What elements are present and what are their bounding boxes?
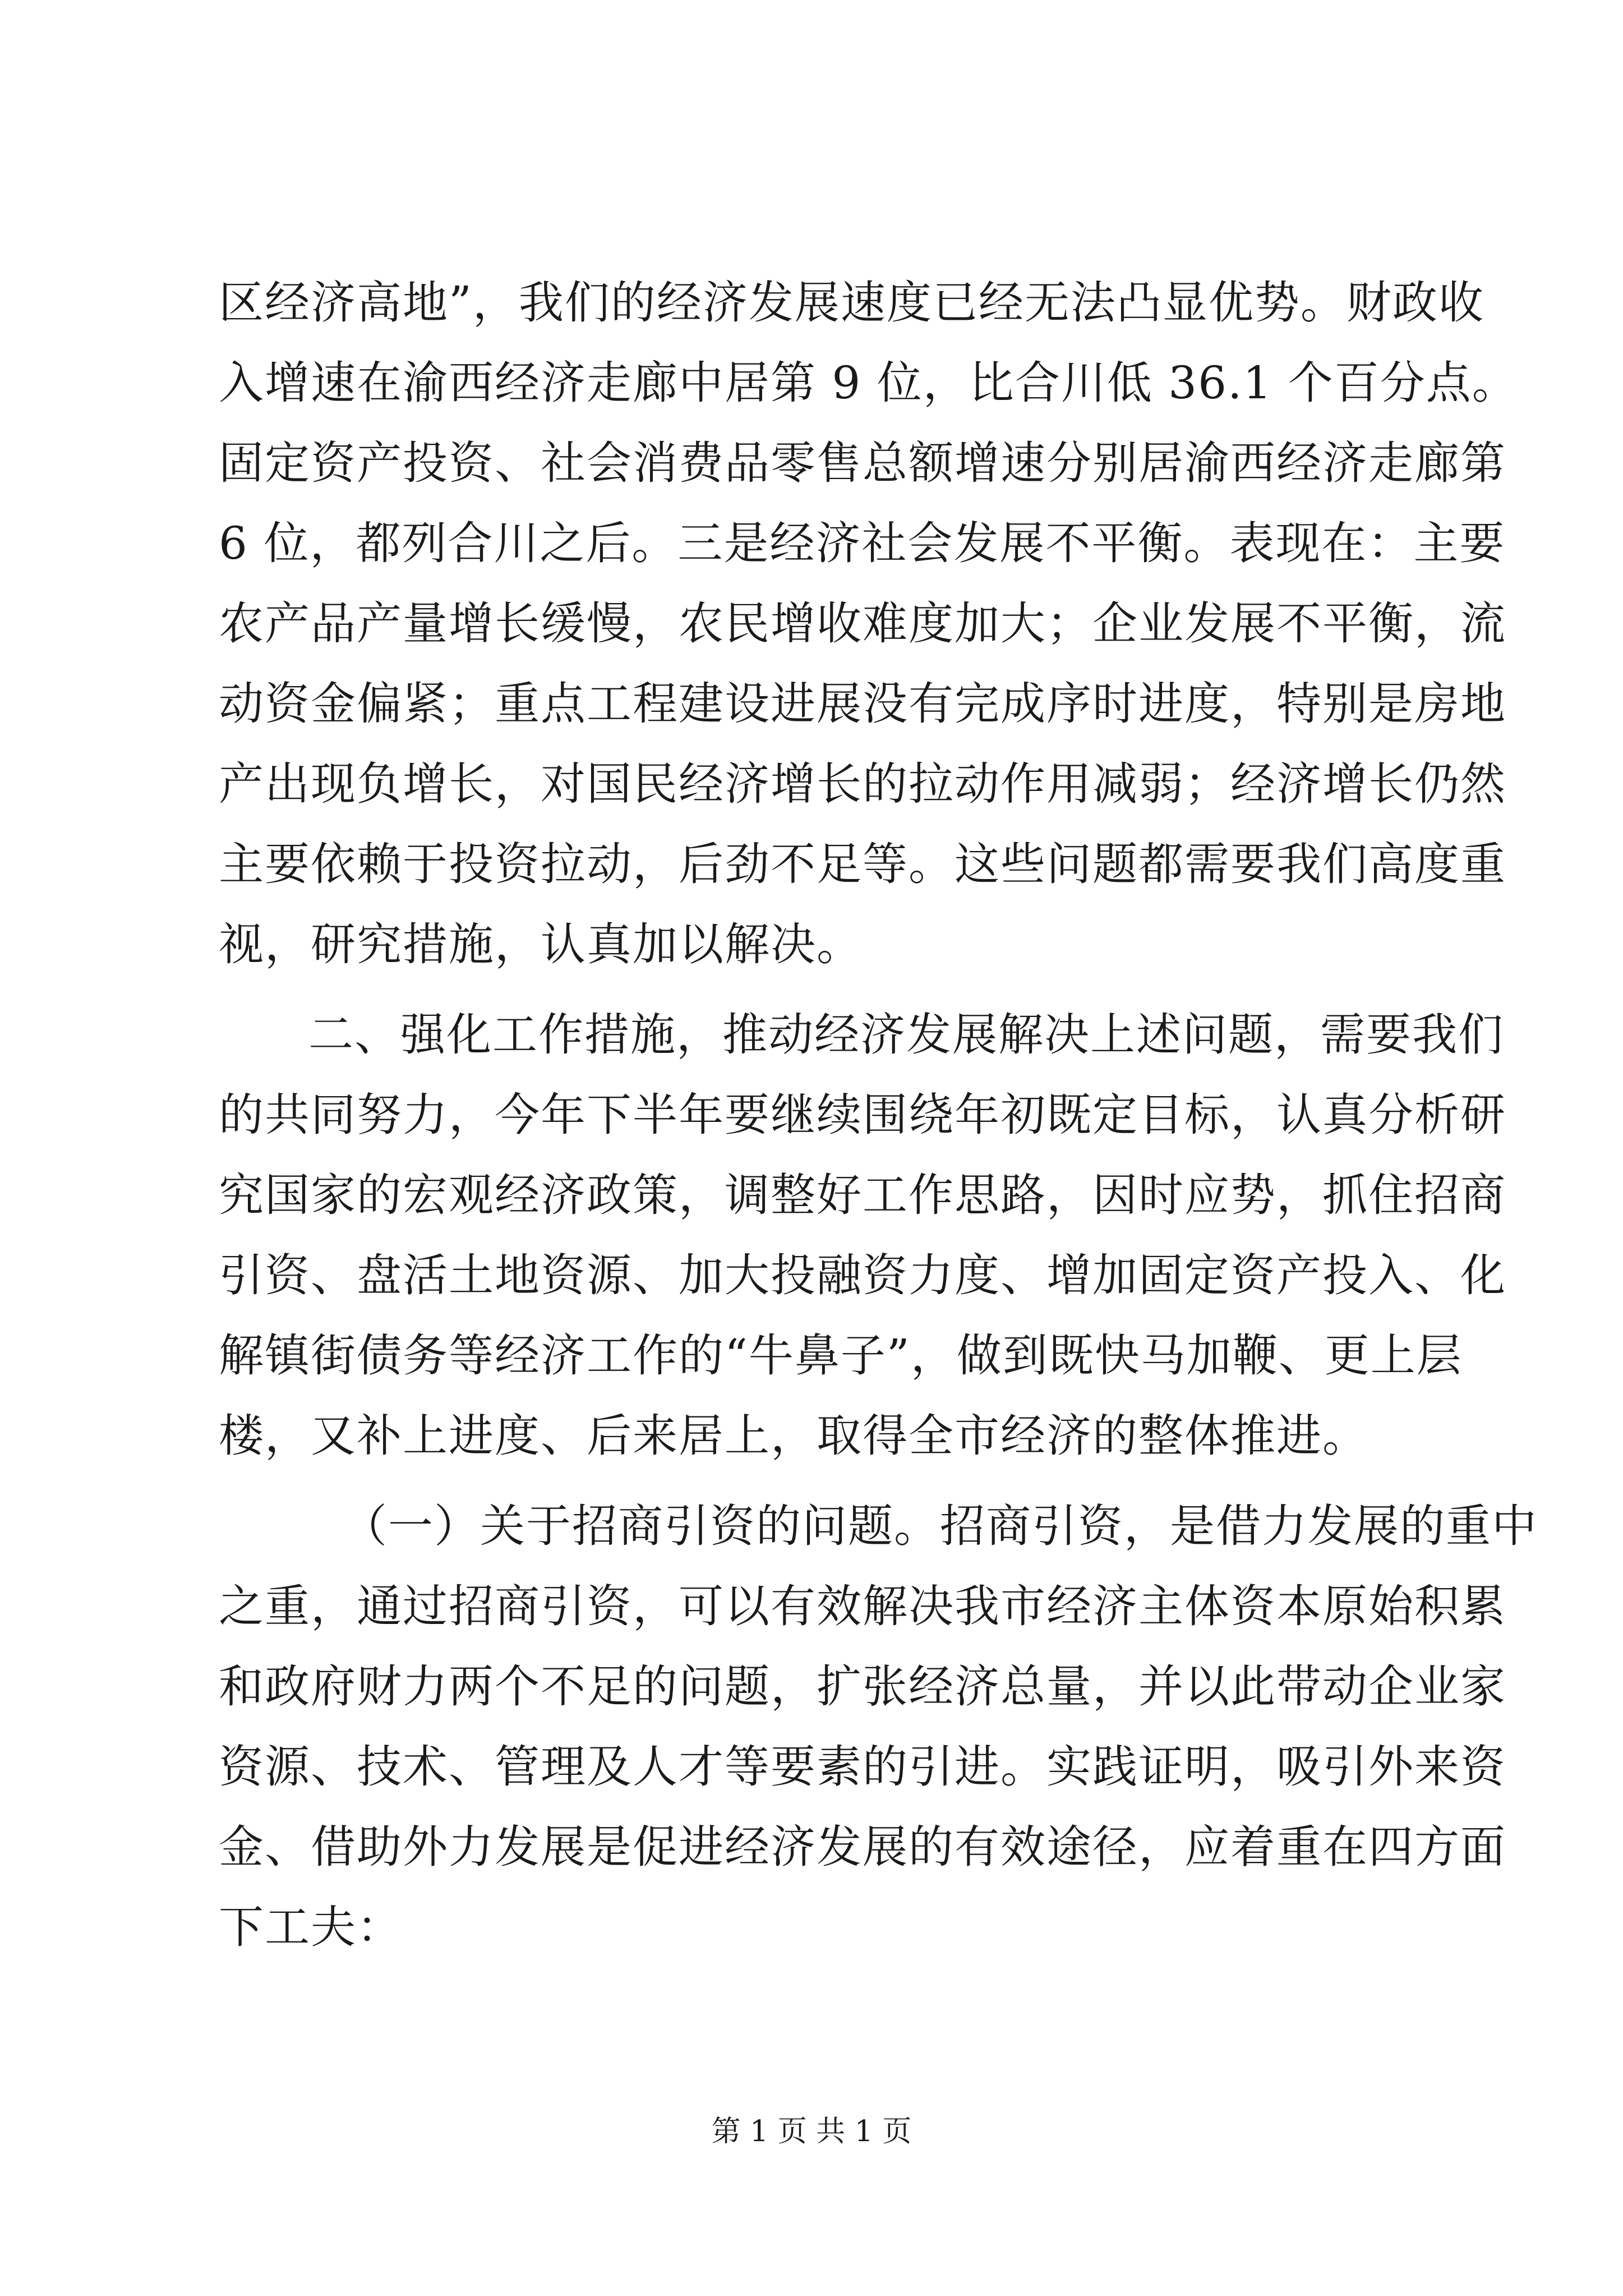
text-line: 入增速在渝西经济走廊中居第 9 位，比合川低 36.1 个百分点。 (219, 357, 1518, 409)
paragraph-gap (219, 1476, 1424, 1486)
page-number-label: 第 1 页 共 1 页 (711, 2115, 912, 2148)
page-footer (0, 2115, 1623, 2148)
document-body (219, 263, 1538, 1967)
text-line: 究国家的宏观经济政策，调整好工作思路，因时应势，抓住招商 (219, 1169, 1506, 1221)
text-line: 动资金偏紧；重点工程建设进展没有完成序时进度，特别是房地 (219, 678, 1506, 730)
text-line: 农产品产量增长缓慢，农民增收难度加大；企业发展不平衡，流 (219, 597, 1506, 650)
text-line: 之重，通过招商引资，可以有效解决我市经济主体资本原始积累 (219, 1580, 1506, 1632)
text-line: 和政府财力两个不足的问题，扩张经济总量，并以此带动企业家 (219, 1660, 1506, 1713)
text-line: 下工夫： (219, 1901, 403, 1953)
text-line: （一）关于招商引资的问题。招商引资，是借力发展的重中 (342, 1500, 1538, 1552)
text-line: 金、借助外力发展是促进经济发展的有效途径，应着重在四方面 (219, 1821, 1506, 1873)
text-line: 主要依赖于投资拉动，后劲不足等。这些问题都需要我们高度重 (219, 838, 1506, 890)
text-line: 资源、技术、管理及人才等要素的引进。实践证明，吸引外来资 (219, 1741, 1506, 1793)
text-line: 产出现负增长，对国民经济增长的拉动作用减弱；经济增长仍然 (219, 758, 1506, 810)
paragraph-gap (219, 984, 1424, 995)
text-line: 楼，又补上进度、后来居上，取得全市经济的整体推进。 (219, 1410, 1368, 1462)
text-line: 的共同努力，今年下半年要继续围绕年初既定目标，认真分析研 (219, 1089, 1506, 1141)
text-line: 6 位，都列合川之后。三是经济社会发展不平衡。表现在：主要 (219, 517, 1506, 569)
text-line: 固定资产投资、社会消费品零售总额增速分别居渝西经济走廊第 (219, 437, 1506, 489)
text-line: 二、强化工作措施，推动经济发展解决上述问题，需要我们 (308, 1009, 1504, 1061)
text-line: 区经济高地”，我们的经济发展速度已经无法凸显优势。财政收 (219, 277, 1484, 329)
text-line: 引资、盘活土地资源、加大投融资力度、增加固定资产投入、化 (219, 1249, 1506, 1301)
text-line: 视，研究措施，认真加以解决。 (219, 918, 863, 970)
text-line: 解镇街债务等经济工作的“牛鼻子”，做到既快马加鞭、更上层 (219, 1329, 1463, 1382)
